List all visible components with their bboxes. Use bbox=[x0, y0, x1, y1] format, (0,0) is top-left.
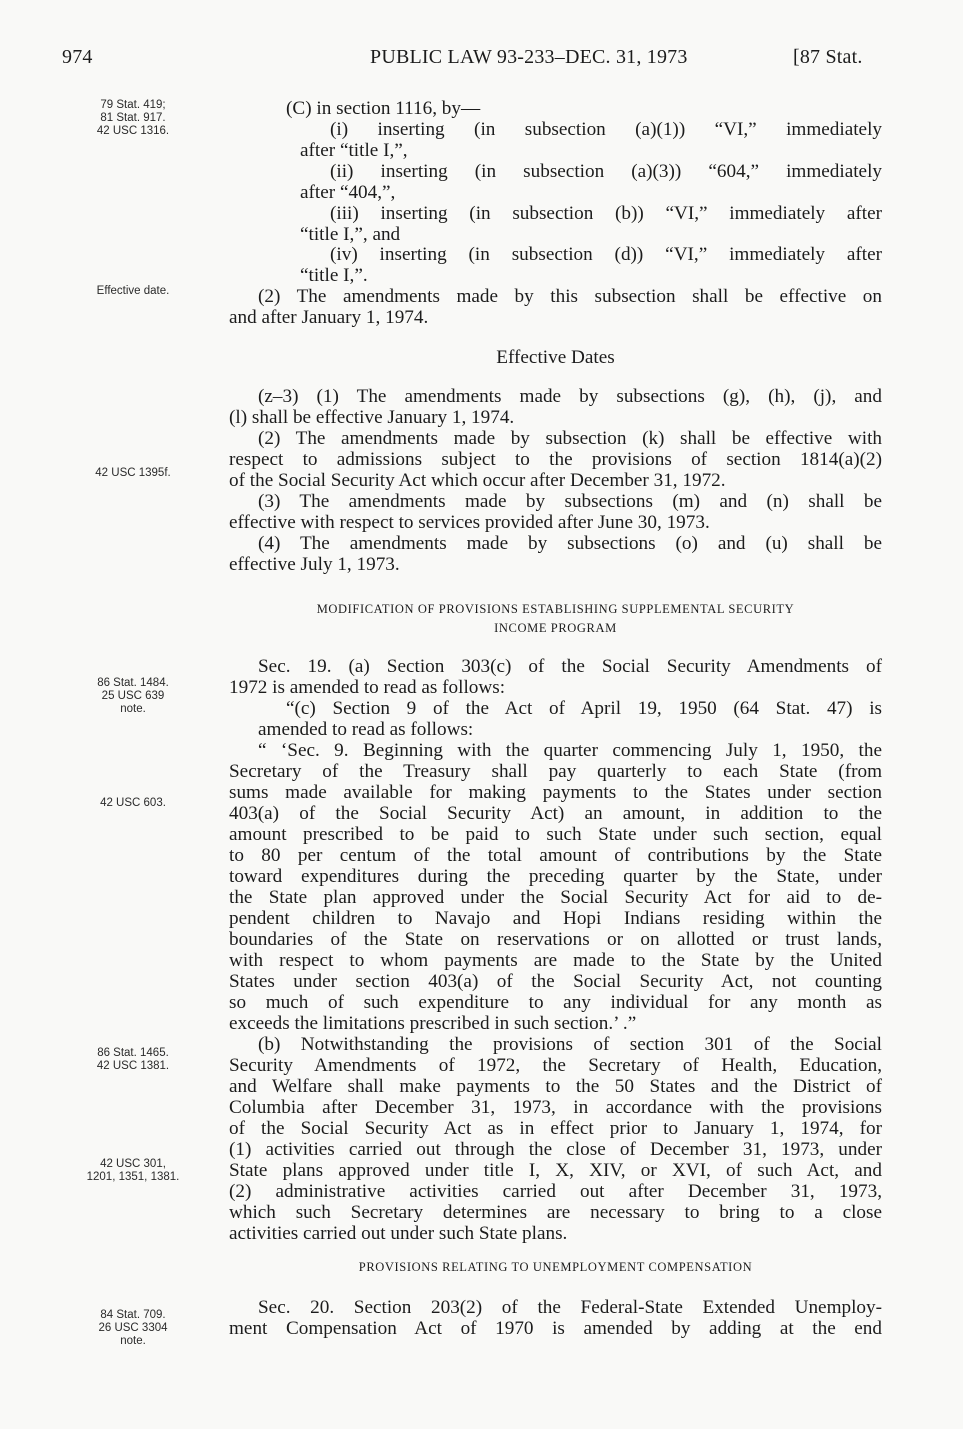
text-line: with respect to whom payments are made to the State by the United bbox=[229, 950, 882, 971]
margin-note: 42 USC 1395f. bbox=[95, 467, 171, 479]
margin-note: 42 USC 1381. bbox=[96, 1060, 170, 1072]
margin-note: 25 USC 639 bbox=[101, 690, 165, 702]
text-line: (iv) inserting (in subsection (d)) “VI,” immediately after bbox=[330, 244, 882, 265]
text-line: (z–3) (1) The amendments made by subsections (g), (h), (j), and bbox=[258, 386, 882, 407]
text-line: (4) The amendments made by subsections (o) and (u) shall be bbox=[258, 533, 882, 554]
text-line: (l) shall be effective January 1, 1974. bbox=[229, 407, 515, 428]
margin-note: note. bbox=[120, 1335, 146, 1347]
text-line: (i) inserting (in subsection (a)(1)) “VI,” immediately bbox=[330, 119, 882, 140]
text-line: sums made available for making payments to the States under section bbox=[229, 782, 882, 803]
margin-note: 42 USC 603. bbox=[100, 797, 166, 809]
text-line: Secretary of the Treasury shall pay quarterly to each State (from bbox=[229, 761, 882, 782]
margin-note: 1201, 1351, 1381. bbox=[86, 1171, 180, 1183]
section-heading: PROVISIONS RELATING TO UNEMPLOYMENT COMPENSATION bbox=[358, 1260, 753, 1274]
text-line: and Welfare shall make payments to the 50 States and the District of bbox=[229, 1076, 882, 1097]
text-line: State plans approved under title I, X, XIV, or XVI, of such Act, and bbox=[229, 1160, 882, 1181]
text-line: activities carried out under such State plans. bbox=[229, 1223, 568, 1244]
text-line: effective with respect to services provided after June 30, 1973. bbox=[229, 512, 710, 533]
text-line: 1972 is amended to read as follows: bbox=[229, 677, 506, 698]
text-line: 403(a) of the Social Security Act) an amount, in addition to the bbox=[229, 803, 882, 824]
margin-note: note. bbox=[120, 703, 146, 715]
text-line: (b) Notwithstanding the provisions of section 301 of the Social bbox=[258, 1034, 882, 1055]
text-line: effective July 1, 1973. bbox=[229, 554, 400, 575]
margin-note-effective-date: Effective date. bbox=[96, 285, 170, 297]
text-line: amount prescribed to be paid to such State under such section, equal bbox=[229, 824, 882, 845]
section-heading: INCOME PROGRAM bbox=[494, 621, 617, 635]
text-line: (C) in section 1116, by— bbox=[286, 98, 481, 119]
text-line: ment Compensation Act of 1970 is amended by adding at the end bbox=[229, 1318, 882, 1339]
text-line: which such Secretary determines are necessary to bring to a close bbox=[229, 1202, 882, 1223]
text-line: amended to read as follows: bbox=[258, 719, 474, 740]
text-line: (iii) inserting (in subsection (b)) “VI,” immediately after bbox=[330, 203, 882, 224]
text-line: (ii) inserting (in subsection (a)(3)) “604,” immediately bbox=[330, 161, 882, 182]
margin-note: 86 Stat. 1484. bbox=[97, 677, 169, 689]
margin-note: 84 Stat. 709. bbox=[100, 1309, 166, 1321]
statute-volume: [87 Stat. bbox=[793, 46, 863, 68]
text-line: of the Social Security Act as in effect prior to January 1, 1974, for bbox=[229, 1118, 882, 1139]
margin-note: 26 USC 3304 bbox=[98, 1322, 168, 1334]
text-line: Columbia after December 31, 1973, in accordance with the provisions bbox=[229, 1097, 882, 1118]
text-line: Security Amendments of 1972, the Secretary of Health, Education, bbox=[229, 1055, 882, 1076]
text-line: States under section 403(a) of the Social Security Act, not counting bbox=[229, 971, 882, 992]
text-line: Sec. 19. (a) Section 303(c) of the Social Security Amendments of bbox=[258, 656, 882, 677]
text-line: “title I,”, and bbox=[300, 224, 401, 245]
text-line: pendent children to Navajo and Hopi Indians residing within the bbox=[229, 908, 882, 929]
margin-note: 42 USC 1316. bbox=[96, 125, 170, 137]
text-line: after “404,”, bbox=[300, 182, 396, 203]
text-line: exceeds the limitations prescribed in such section.’ .” bbox=[229, 1013, 637, 1034]
margin-note: 42 USC 301, bbox=[100, 1158, 166, 1170]
text-line: the State plan approved under the Social Security Act for aid to de- bbox=[229, 887, 882, 908]
text-line: “ ‘Sec. 9. Beginning with the quarter commencing July 1, 1950, the bbox=[258, 740, 882, 761]
text-line: “(c) Section 9 of the Act of April 19, 1950 (64 Stat. 47) is bbox=[286, 698, 882, 719]
text-line: (2) The amendments made by this subsection shall be effective on bbox=[258, 286, 882, 307]
page-number: 974 bbox=[62, 46, 93, 68]
text-line: (2) The amendments made by subsection (k) shall be effective with bbox=[258, 428, 882, 449]
section-heading: MODIFICATION OF PROVISIONS ESTABLISHING SUPPLEMENTAL SECURITY bbox=[316, 602, 795, 616]
text-line: and after January 1, 1974. bbox=[229, 307, 429, 328]
text-line: of the Social Security Act which occur after December 31, 1972. bbox=[229, 470, 726, 491]
text-line: respect to admissions subject to the provisions of section 1814(a)(2) bbox=[229, 449, 882, 470]
text-line: (3) The amendments made by subsections (m) and (n) shall be bbox=[258, 491, 882, 512]
text-line: to 80 per centum of the total amount of contributions by the State bbox=[229, 845, 882, 866]
text-line: “title I,”. bbox=[300, 265, 368, 286]
text-line: (2) administrative activities carried out after December 31, 1973, bbox=[229, 1181, 882, 1202]
text-line: (1) activities carried out through the close of December 31, 1973, under bbox=[229, 1139, 882, 1160]
text-line: after “title I,”, bbox=[300, 140, 408, 161]
margin-note: 86 Stat. 1465. bbox=[97, 1047, 169, 1059]
text-line: toward expenditures during the preceding quarter by the State, under bbox=[229, 866, 882, 887]
margin-note: 79 Stat. 419; bbox=[100, 99, 166, 111]
section-heading: Effective Dates bbox=[496, 347, 615, 368]
text-line: boundaries of the State on reservations or on allotted or trust lands, bbox=[229, 929, 882, 950]
text-line: so much of such expenditure to any individual for any month as bbox=[229, 992, 882, 1013]
text-line: Sec. 20. Section 203(2) of the Federal-State Extended Unemploy- bbox=[258, 1297, 882, 1318]
running-title: PUBLIC LAW 93-233–DEC. 31, 1973 bbox=[370, 46, 688, 68]
margin-note: 81 Stat. 917. bbox=[100, 112, 166, 124]
